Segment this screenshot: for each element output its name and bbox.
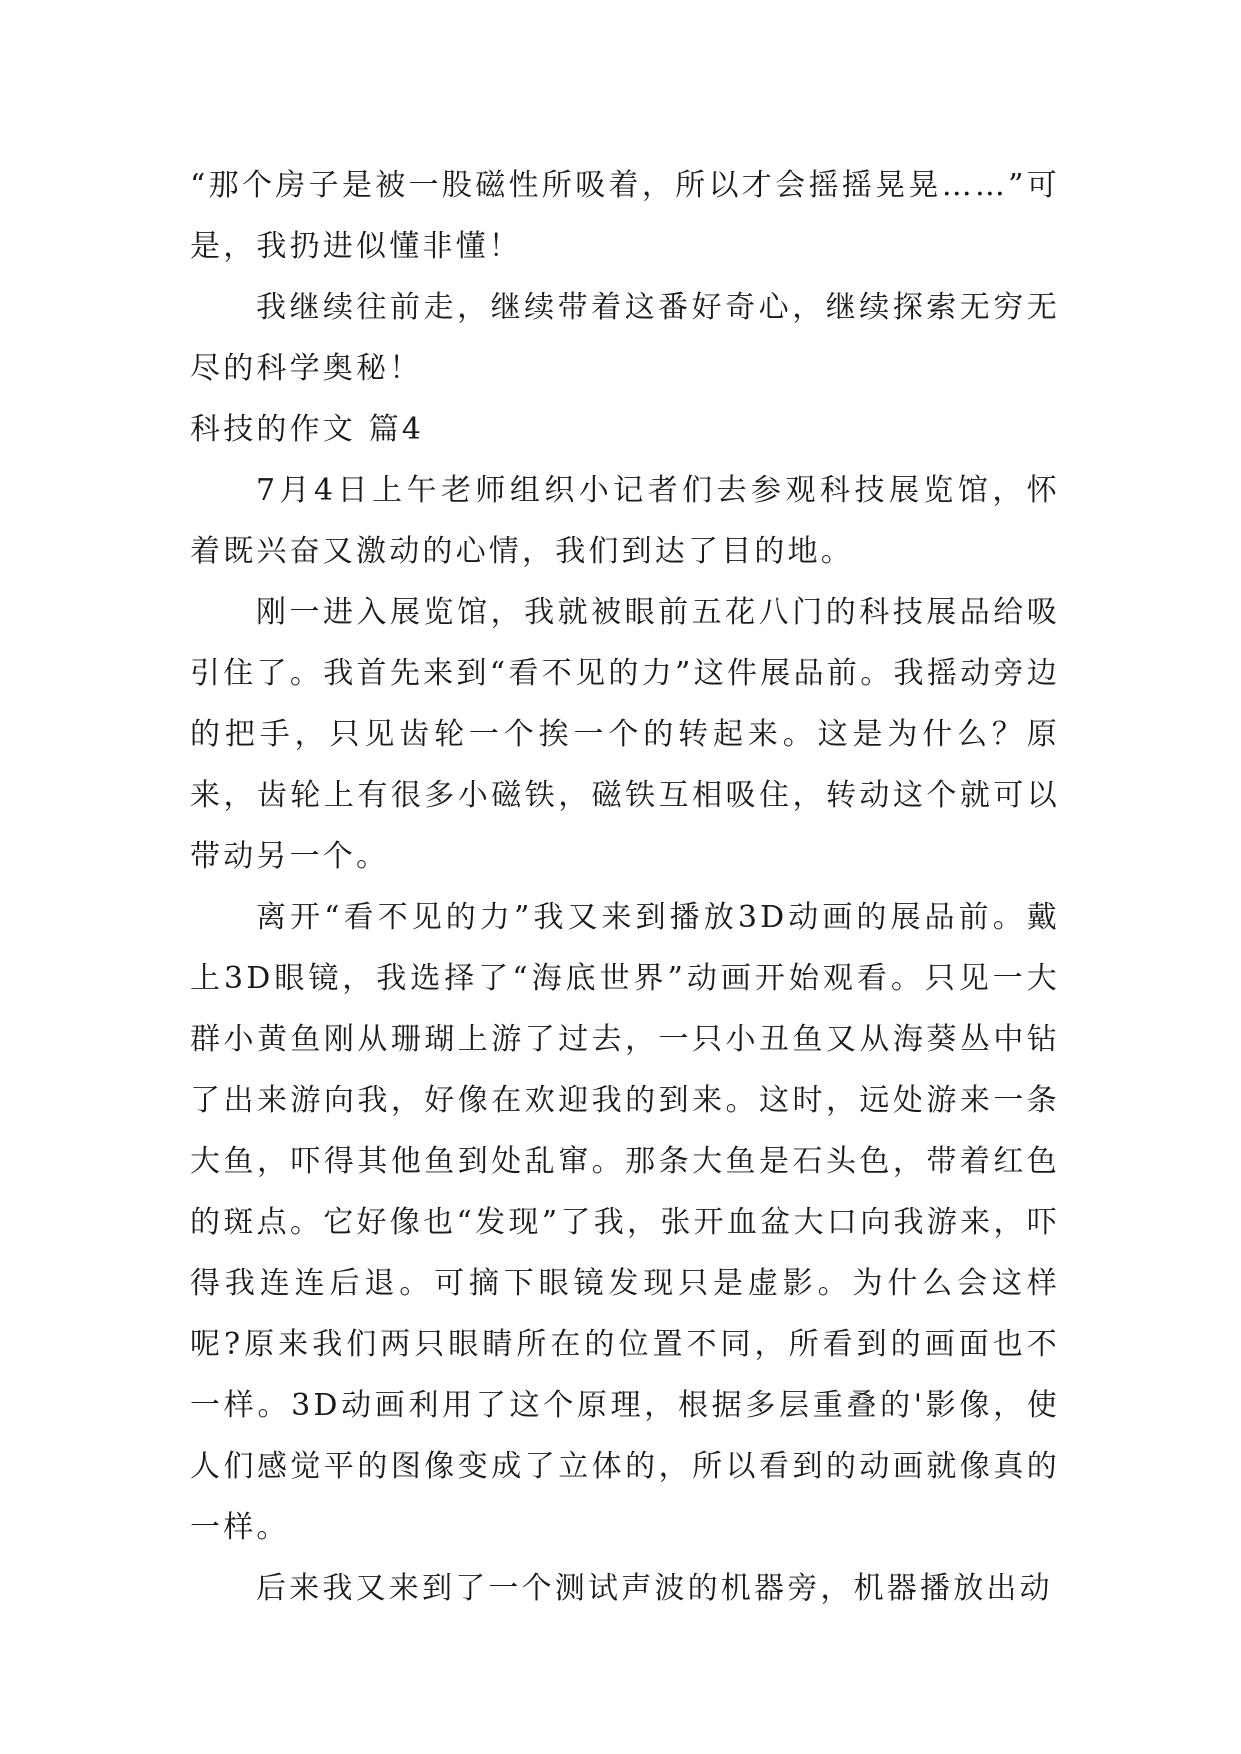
paragraph-4: 刚一进入展览馆，我就被眼前五花八门的科技展品给吸引住了。我首先来到“看不见的力”这件展品前。我摇动旁边的把手，只见齿轮一个挨一个的转起来。这是为什么？原来，齿轮上有很多小磁铁，磁铁互相吸住，转动这个就可以带动另一个。: [190, 595, 1060, 874]
document-page: [190, 155, 1060, 1619]
paragraph-1: “那个房子是被一股磁性所吸着，所以才会摇摇晃晃……”可是，我扔进似懂非懂！: [190, 168, 1060, 264]
paragraph-6: 后来我又来到了一个测试声波的机器旁，机器播放出动: [256, 1571, 1053, 1606]
paragraph-3: 7月4日上午老师组织小记者们去参观科技展览馆，怀着既兴奋又激动的心情，我们到达了目的地。: [190, 473, 1060, 569]
paragraph-5: 离开“看不见的力”我又来到播放3D动画的展品前。戴上3D眼镜，我选择了“海底世界”动画开始观看。只见一大群小黄鱼刚从珊瑚上游了过去，一只小丑鱼又从海葵丛中钻了出来游向我，好像在欢迎我的到来。这时，远处游来一条大鱼，吓得其他鱼到处乱窜。那条大鱼是石头色，带着红色的斑点。它好像也“发现”了我，张开血盆大口向我游来，吓得我连连后退。可摘下眼镜发现只是虚影。为什么会这样呢?原来我们两只眼睛所在的位置不同，所看到的画面也不一样。3D动画利用了这个原理，根据多层重叠的'影像，使人们感觉平的图像变成了立体的，所以看到的动画就像真的一样。: [190, 900, 1060, 1545]
section-heading: 科技的作文 篇4: [190, 412, 425, 447]
paragraph-2: 我继续往前走，继续带着这番好奇心，继续探索无穷无尽的科学奥秘！: [190, 290, 1060, 386]
